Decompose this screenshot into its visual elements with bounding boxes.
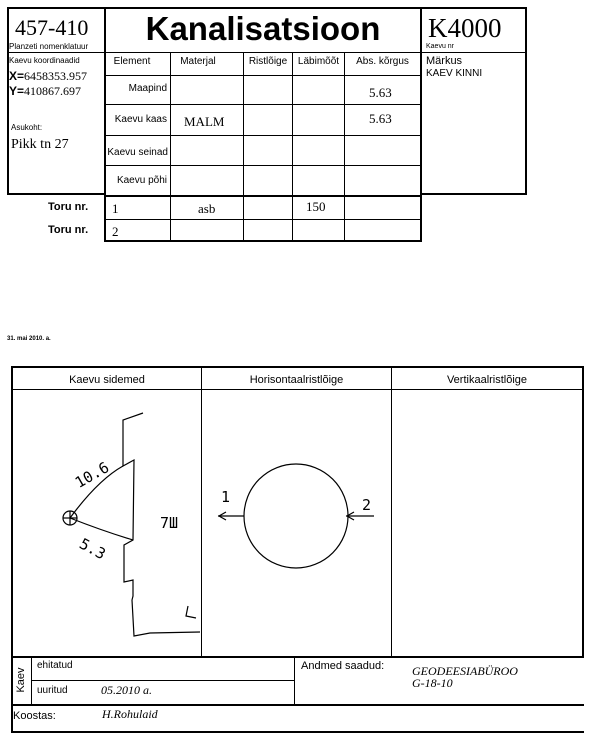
row-label-ground: Maapind (128, 83, 167, 94)
row-abs-lid: 5.63 (369, 111, 392, 126)
row-label-bottom: Kaevu põhi (116, 175, 167, 186)
data-source: GEODEESIABÜROO (412, 664, 518, 678)
well-id: K4000 (428, 13, 502, 43)
side-label-well: Kaev (15, 667, 27, 693)
compiled-value: H.Rohulaid (102, 707, 158, 721)
remarks-value: KAEV KINNI (426, 68, 483, 79)
wall-mark: 7Ш (160, 514, 179, 532)
pipe-2-marker: 2 (362, 496, 372, 514)
row-label-walls: Kaevu seinad (107, 147, 168, 158)
col-material: Materjal (180, 56, 216, 67)
y-label: Y= (9, 84, 25, 98)
x-value: 6458353.957 (24, 69, 88, 83)
dimension-5-3: 5.3 (76, 534, 109, 564)
col-diameter: Läbimõõt (297, 56, 340, 67)
address-value: Pikk tn 27 (11, 137, 69, 152)
pipe-1-material: asb (198, 201, 216, 216)
col-cross-section: Ristlõige (248, 56, 288, 67)
built-label: ehitatud (37, 660, 73, 671)
pipe-2-label: Toru nr. (48, 224, 89, 236)
dimension-10-6: 10.6 (71, 458, 113, 492)
pipe-1-label: Toru nr. (48, 201, 89, 213)
well-id-caption: Kaevu nr (426, 43, 455, 50)
panel-title-connections: Kaevu sidemed (69, 374, 145, 386)
surveyed-label: uuritud (37, 685, 68, 696)
pipe-1-diameter: 150 (306, 199, 326, 214)
map-sheet-caption: Planzeti nomenklatuur (9, 42, 89, 51)
panel-title-vertical: Vertikaalristlõige (446, 374, 528, 386)
remarks-label: Märkus (426, 55, 463, 67)
coords-caption: Kaevu koordinaadid (9, 56, 80, 65)
surveyed-value: 05.2010 a. (101, 683, 152, 697)
x-label: X= (9, 69, 25, 83)
col-abs-height: Abs. kõrgus (356, 56, 409, 67)
address-caption: Asukoht: (11, 123, 43, 132)
row-abs-ground: 5.63 (369, 85, 392, 100)
row-label-lid: Kaevu kaas (114, 114, 167, 125)
y-value: 410867.697 (24, 84, 82, 98)
data-received-label: Andmed saadud: (301, 660, 385, 672)
pipe-1-marker: 1 (221, 488, 231, 506)
pipe-1-number: 1 (112, 201, 119, 216)
map-sheet-number: 457-410 (15, 15, 89, 40)
col-element: Element (113, 56, 151, 67)
pipe-2-number: 2 (112, 224, 119, 239)
data-reference: G-18-10 (412, 676, 453, 690)
document-date: 31. mai 2010. a. (7, 336, 51, 342)
well-circle (218, 464, 374, 568)
page-title: Kanalisatsioon (145, 10, 381, 47)
row-material-lid: MALM (184, 114, 225, 129)
compiled-label: Koostas: (13, 710, 56, 722)
panel-title-horizontal: Horisontaalristlõige (249, 374, 344, 386)
